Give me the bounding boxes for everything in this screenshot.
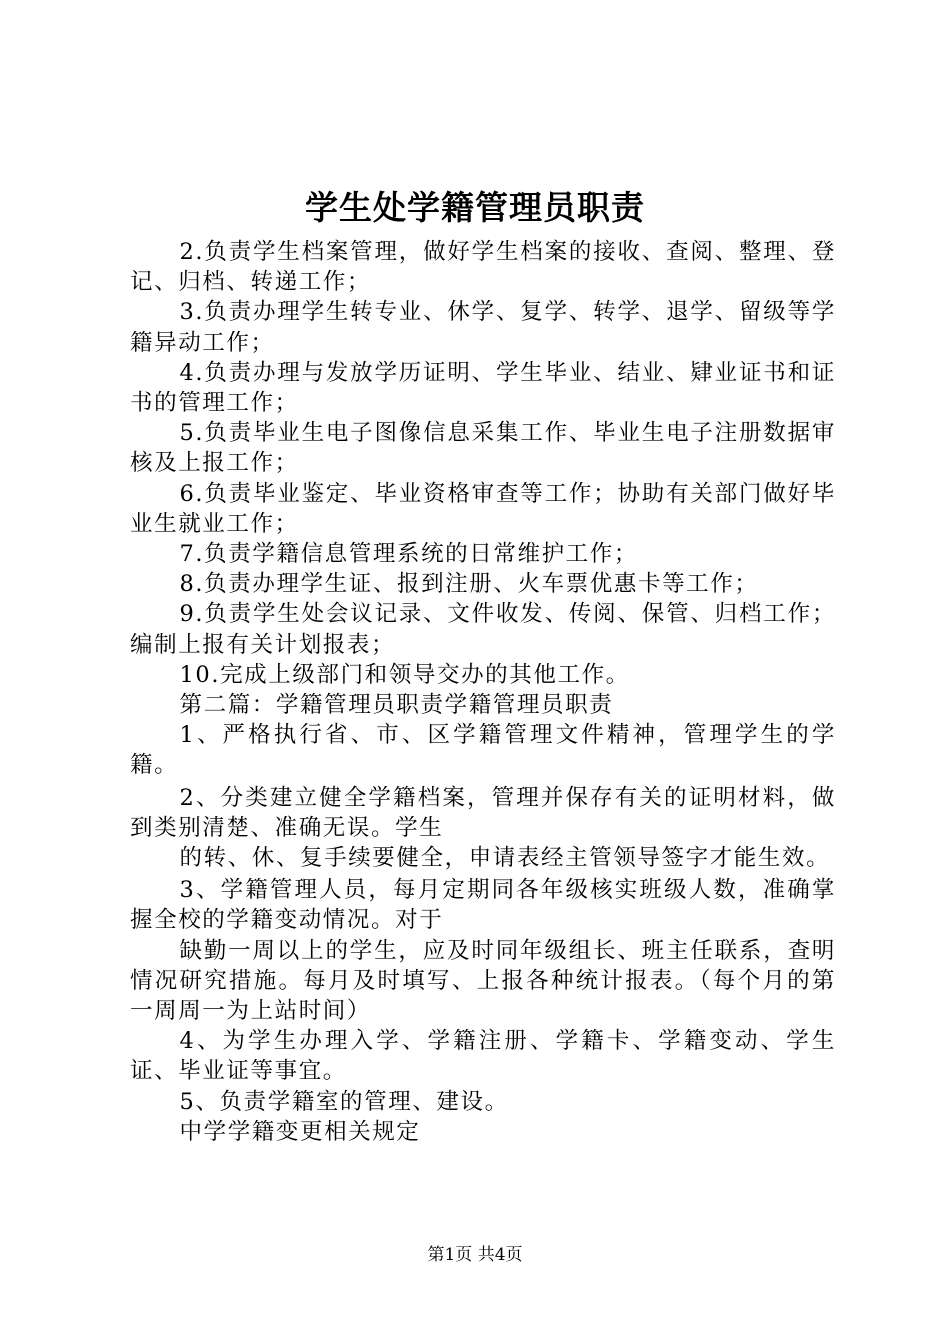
paragraph-item-7: 7.负责学籍信息管理系统的日常维护工作； xyxy=(179,541,638,568)
paragraph-item-3: 3.负责办理学生转专业、休学、复学、转学、退学、留级等学籍异动工作； xyxy=(130,299,836,356)
paragraph-item-9: 9.负责学生处会议记录、文件收发、传阅、保管、归档工作；编制上报有关计划报表； xyxy=(130,601,836,658)
document-title: 学生处学籍管理员职责 xyxy=(305,188,645,227)
page-number: 第1页 共4页 xyxy=(427,1245,523,1265)
section-heading: 第二篇：学籍管理员职责学籍管理员职责 xyxy=(179,692,614,719)
duty-item-3: 3、学籍管理人员，每月定期同各年级核实班级人数，准确掌握全校的学籍变动情况。对于 xyxy=(130,877,836,934)
paragraph-item-10: 10.完成上级部门和领导交办的其他工作。 xyxy=(179,661,630,688)
duty-item-3-continued: 缺勤一周以上的学生，应及时同年级组长、班主任联系，查明情况研究措施。每月及时填写、上报各种统计报表。（每个月的第一周周一为上站时间） xyxy=(130,937,836,1025)
subsection-heading: 中学学籍变更相关规定 xyxy=(179,1118,421,1145)
paragraph-item-6: 6.负责毕业鉴定、毕业资格审查等工作；协助有关部门做好毕业生就业工作； xyxy=(130,480,836,537)
paragraph-item-8: 8.负责办理学生证、报到注册、火车票优惠卡等工作； xyxy=(179,571,759,598)
duty-item-5: 5、负责学籍室的管理、建设。 xyxy=(179,1088,509,1115)
duty-item-2: 2、分类建立健全学籍档案，管理并保存有关的证明材料，做到类别清楚、准确无误。学生 xyxy=(130,784,836,841)
duty-item-2-continued: 的转、休、复手续要健全，申请表经主管领导签字才能生效。 xyxy=(179,845,831,872)
paragraph-item-4: 4.负责办理与发放学历证明、学生毕业、结业、肄业证书和证书的管理工作； xyxy=(130,359,836,417)
duty-item-1: 1、严格执行省、市、区学籍管理文件精神，管理学生的学籍。 xyxy=(130,722,836,779)
duty-item-4: 4、为学生办理入学、学籍注册、学籍卡、学籍变动、学生证、毕业证等事宜。 xyxy=(130,1028,836,1085)
paragraph-item-5: 5.负责毕业生电子图像信息采集工作、毕业生电子注册数据审核及上报工作； xyxy=(130,420,836,477)
paragraph-item-2: 2.负责学生档案管理，做好学生档案的接收、查阅、整理、登记、归档、转递工作； xyxy=(130,239,836,296)
document-body xyxy=(130,237,836,1147)
